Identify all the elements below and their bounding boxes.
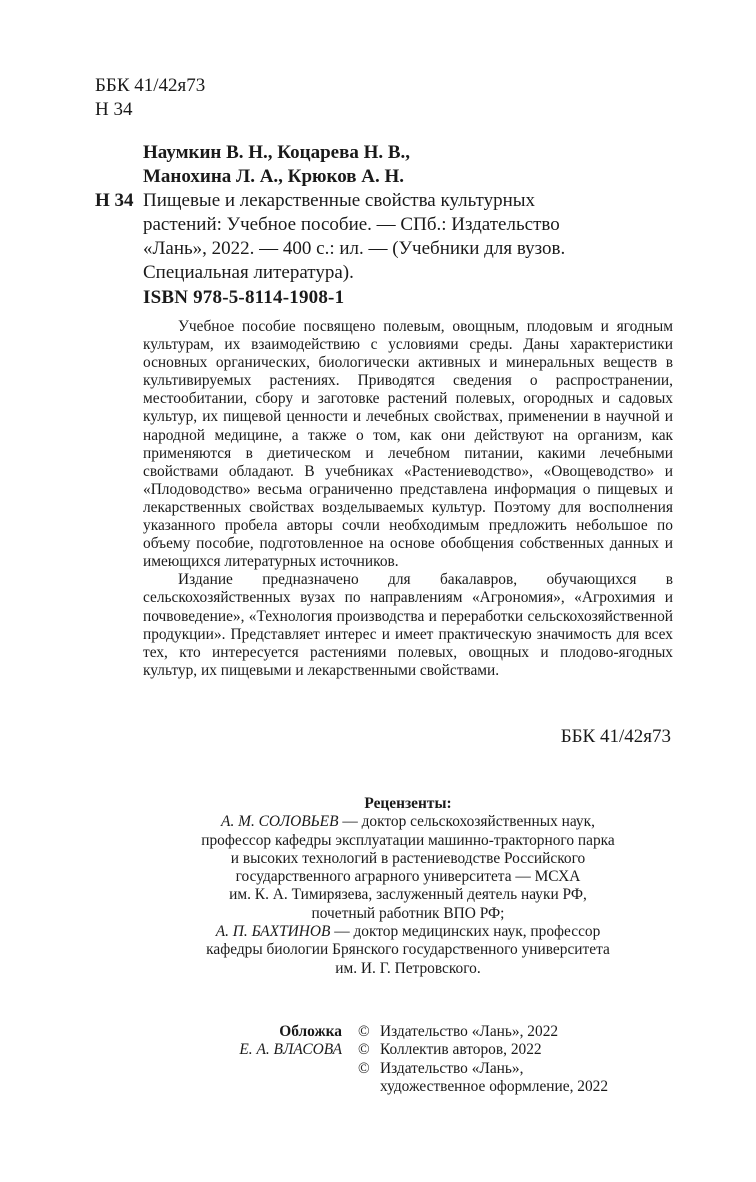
bbk-classification-block — [95, 74, 205, 122]
copyright-authors: Коллектив авторов, 2022 — [380, 1041, 542, 1059]
biblio-line-1: Пищевые и лекарственные свойства культурных — [143, 190, 536, 211]
reviewer-2-title: — доктор медицинских наук, профессор — [330, 923, 601, 941]
reviewers-heading: Рецензенты: — [364, 795, 452, 812]
abstract — [143, 318, 673, 680]
cover-designer: Е. А. ВЛАСОВА — [239, 1041, 342, 1059]
copyright-publisher: Издательство «Лань», 2022 — [380, 1023, 559, 1040]
copyright-icon: © — [358, 1041, 370, 1059]
copyright-row-1 — [358, 1023, 678, 1041]
reviewer-1-line — [143, 813, 673, 831]
abstract-paragraph-2: Издание предназначено для бакалавров, обучающихся в сельскохозяйственных вузах по направлениям «Агрономия», «Агрохимия и почвоведение», «Технология производства и переработки сельскохозяйственной продукции». Представляет интерес и имеет практическую значимость для всех тех, кто интересуется растениями полевых, овощных и плодово-ягодных культур, их пищевыми и лекарственными свойствами. — [143, 571, 673, 679]
abstract-paragraph-1: Учебное пособие посвящено полевым, овощным, плодовым и ягодным культурам, их взаимодействию с условиями среды. Даны характеристики основных органических, биологически активных и минеральных веществ в культивируемых растениях. Приводятся сведения о распространении, местообитании, сбору и заготовке растений полевых, огородных и садовых культур, их пищевой ценности и лечебных свойствах, применении в научной и народной медицине, а также о том, как они действуют на организм, как применяются в диетическом и лечебном питании, какими лечебными свойствами обладают. В учебниках «Растениеводство», «Овощеводство» и «Плодоводство» весьма ограниченно представлена информация о пищевых и лекарственных свойствах возделываемых культур. Поэтому для восполнения указанного пробела авторы сочли необходимым предложить небольшое по объему пособие, подготовленное на основе обобщения собственных данных и имеющихся литературных источников. — [143, 318, 673, 571]
isbn: ISBN 978-5-8114-1908-1 — [143, 287, 345, 308]
cover-credit — [185, 1023, 342, 1060]
reviewers-block — [143, 795, 673, 978]
reviewer-1-line-2: профессор кафедры эксплуатации машинно-тракторного парка — [201, 831, 615, 849]
biblio-line-3: «Лань», 2022. — 400 с.: ил. — (Учебники для вузов. — [143, 238, 566, 259]
reviewer-1-title: — доктор сельскохозяйственных наук, — [338, 813, 595, 831]
copyright-icon: © — [358, 1023, 370, 1040]
index-mark: Н 34 — [95, 190, 134, 211]
copyright-notices — [358, 1023, 678, 1096]
copyright-row-3 — [358, 1060, 678, 1097]
authors-line-1: Наумкин В. Н., Коцарева Н. В., — [143, 142, 411, 163]
bbk-code: ББК 41/42я73 — [95, 75, 206, 96]
reviewer-2-line-2: кафедры биологии Брянского государственного университета — [206, 941, 610, 959]
reviewer-2-line — [143, 923, 673, 941]
bbk-code-bottom: ББК 41/42я73 — [560, 726, 671, 747]
author-mark: Н 34 — [95, 99, 133, 120]
reviewer-1-line-5: им. К. А. Тимирязева, заслуженный деятель науки РФ, — [229, 886, 587, 904]
biblio-line-4: Специальная литература). — [143, 262, 354, 283]
reviewer-1-name: А. М. СОЛОВЬЕВ — [221, 813, 339, 831]
reviewer-1-line-6: почетный работник ВПО РФ; — [311, 904, 505, 922]
copyright-row-2 — [358, 1041, 678, 1059]
biblio-line-2: растений: Учебное пособие. — СПб.: Издательство — [143, 214, 560, 235]
bibliographic-description — [143, 189, 673, 285]
reviewer-2-name: А. П. БАХТИНОВ — [215, 923, 331, 941]
reviewer-2-line-3: им. И. Г. Петровского. — [335, 959, 481, 977]
authors-line-2: Манохина Л. А., Крюков А. Н. — [143, 166, 405, 187]
authors — [143, 141, 410, 189]
cover-label: Обложка — [279, 1023, 342, 1040]
copyright-icon: © — [358, 1059, 370, 1077]
copyright-design-line-2: художественное оформление, 2022 — [380, 1077, 609, 1095]
copyright-design-line-1: Издательство «Лань», — [380, 1059, 524, 1077]
reviewer-1-line-4: государственного аграрного университета — МСХА — [235, 868, 581, 886]
reviewer-1-line-3: и высоких технологий в растениеводстве Российского — [230, 849, 586, 867]
